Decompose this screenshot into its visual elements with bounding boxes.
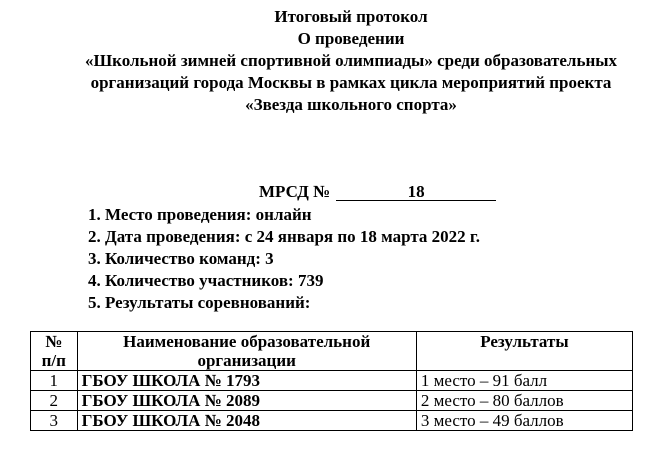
header-results: Результаты — [416, 332, 632, 371]
table-row — [31, 371, 633, 391]
header-number-line: п/п — [41, 351, 66, 370]
info-venue: 1. Место проведения: онлайн — [88, 205, 312, 224]
header-organization-line: Наименование образовательной — [123, 332, 371, 351]
row-number: 2 — [31, 391, 78, 411]
info-participant-count: 4. Количество участников: 739 — [88, 271, 324, 290]
header-organization — [77, 332, 416, 371]
header-number-line: № — [45, 332, 63, 351]
mrsd-label: МРСД № — [259, 182, 331, 201]
row-number: 3 — [31, 411, 78, 431]
row-organization: ГБОУ ШКОЛА № 2089 — [77, 391, 416, 411]
row-result: 2 место – 80 баллов — [416, 391, 632, 411]
header-number — [31, 332, 78, 371]
mrsd-number: 18 — [336, 181, 496, 203]
header-organization-line: организации — [197, 351, 296, 370]
info-team-count: 3. Количество команд: 3 — [88, 249, 274, 268]
table-row — [31, 391, 633, 411]
title-line: «Звезда школьного спорта» — [245, 95, 457, 114]
row-organization: ГБОУ ШКОЛА № 1793 — [77, 371, 416, 391]
document-title — [0, 6, 662, 116]
row-result: 1 место – 91 балл — [416, 371, 632, 391]
row-result: 3 место – 49 баллов — [416, 411, 632, 431]
info-results-heading: 5. Результаты соревнований: — [88, 293, 311, 312]
title-line: организаций города Москвы в рамках цикла мероприятий проекта — [90, 73, 612, 92]
info-list — [88, 204, 480, 314]
results-table — [30, 331, 633, 431]
mrsd-line — [259, 181, 496, 203]
row-number: 1 — [31, 371, 78, 391]
title-line: Итоговый протокол — [274, 7, 428, 26]
table-header-row — [31, 332, 633, 371]
title-line: «Школьной зимней спортивной олимпиады» среди образовательных — [84, 51, 618, 70]
row-organization: ГБОУ ШКОЛА № 2048 — [77, 411, 416, 431]
table-row — [31, 411, 633, 431]
title-line: О проведении — [297, 29, 405, 48]
info-dates: 2. Дата проведения: с 24 января по 18 марта 2022 г. — [88, 227, 480, 246]
